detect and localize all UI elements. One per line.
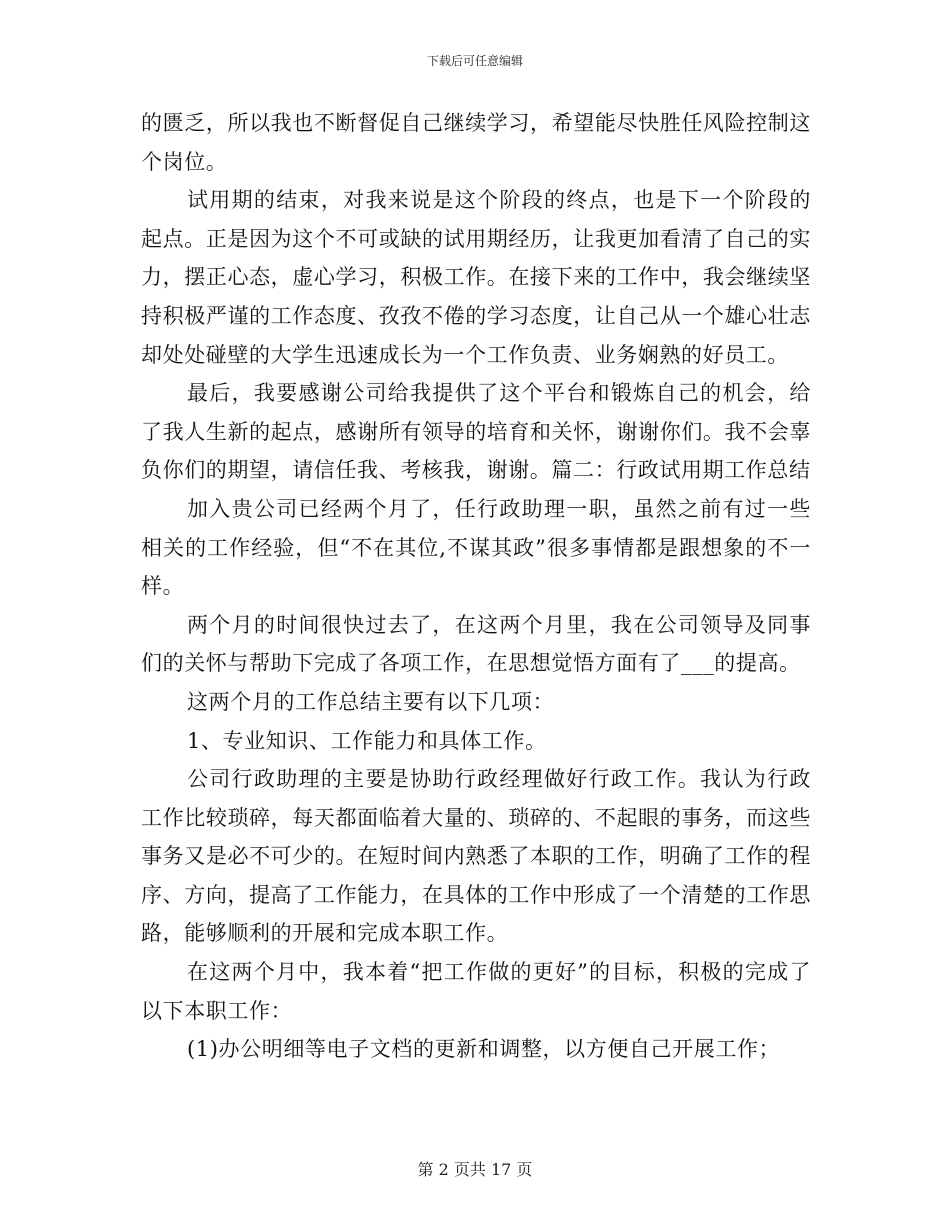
paragraph-2: 试用期的结束，对我来说是这个阶段的终点，也是下一个阶段的起点。正是因为这个不可或缺的试用期经历，让我更加看清了自己的实力，摆正心态，虚心学习，积极工作。在接下来的工作中，我会继续坚持积极严谨的工作态度、孜孜不倦的学习态度，让自己从一个雄心壮志却处处碰壁的大学生迅速成长为一个工作负责、业务娴熟的好员工。 (141, 188, 811, 367)
page-header: 下载后可任意编辑 (426, 54, 523, 68)
page-footer: 第 2 页共 17 页 (417, 1160, 533, 1179)
paragraph-9: 在这两个月中，我本着“把工作做的更好”的目标，积极的完成了以下本职工作： (141, 960, 811, 1023)
paragraph-8: 公司行政助理的主要是协助行政经理做好行政工作。我认为行政工作比较琐碎，每天都面临着大量的、琐碎的、不起眼的事务，而这些事务又是必不可少的。在短时间内熟悉了本职的工作，明确了工作的程序、方向，提高了工作能力，在具体的工作中形成了一个清楚的工作思路，能够顺利的开展和完成本职工作。 (141, 767, 811, 946)
paragraph-1: 的匮乏，所以我也不断督促自己继续学习，希望能尽快胜任风险控制这个岗位。 (141, 111, 811, 174)
paragraph-10: (1)办公明细等电子文档的更新和调整，以方便自己开展工作； (187, 1037, 781, 1062)
paragraph-5: 两个月的时间很快过去了，在这两个月里，我在公司领导及同事们的关怀与帮助下完成了各项工作，在思想觉悟方面有了___的提高。 (141, 612, 811, 676)
document-body (141, 104, 811, 1069)
paragraph-3: 最后，我要感谢公司给我提供了这个平台和锻炼自己的机会，给了我人生新的起点，感谢所有领导的培育和关怀，谢谢你们。我不会辜负你们的期望，请信任我、考核我，谢谢。篇二：行政试用期工作总结 (141, 381, 811, 483)
paragraph-7: 1、专业知识、工作能力和具体工作。 (187, 728, 547, 753)
paragraph-6: 这两个月的工作总结主要有以下几项： (187, 689, 555, 714)
paragraph-4: 加入贵公司已经两个月了，任行政助理一职，虽然之前有过一些相关的工作经验，但“不在其位,不谋其政”很多事情都是跟想象的不一样。 (141, 496, 811, 599)
